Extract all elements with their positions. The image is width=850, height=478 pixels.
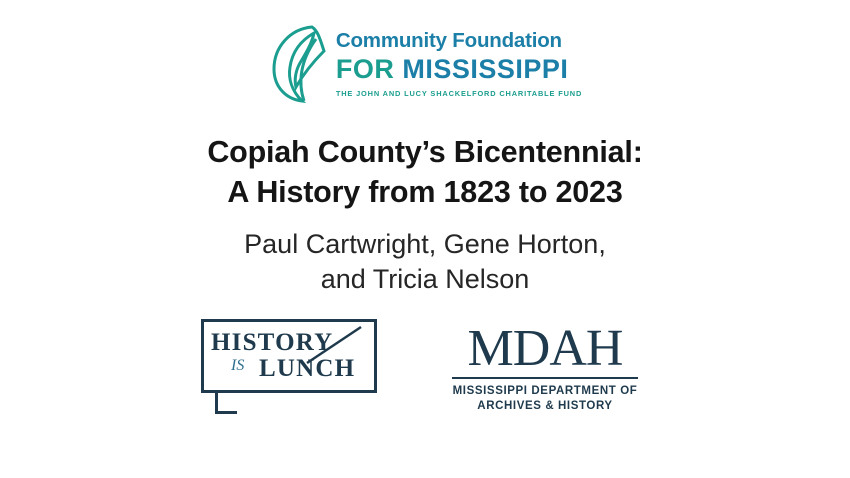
cfm-state-word: MISSISSIPPI: [402, 53, 569, 84]
bottom-logo-row: [201, 319, 649, 419]
cfm-line2: [335, 53, 569, 84]
slide-title-line-1: Copiah County’s Bicentennial:: [207, 135, 643, 169]
speech-bubble-tail-bottom-icon: [215, 411, 237, 414]
history-is-lunch-wordmark: [201, 319, 377, 393]
community-foundation-wordmark: [336, 31, 582, 97]
cfm-for-word: FOR: [335, 53, 395, 84]
mdah-divider: [452, 377, 638, 379]
speech-bubble-tail-icon: [215, 393, 218, 411]
history-is-lunch-logo: [201, 319, 383, 419]
slide-authors-line-1: Paul Cartwright, Gene Horton,: [244, 228, 606, 259]
slide-title-line-2: A History from 1823 to 2023: [227, 175, 623, 210]
diagonal-line-icon: [305, 325, 363, 365]
cfm-tagline: THE JOHN AND LUCY SHACKELFORD CHARITABLE FUND: [335, 88, 583, 98]
community-foundation-leaf-icon: [268, 21, 330, 107]
mdah-subtitle-line-2: ARCHIVES & HISTORY: [477, 399, 613, 412]
slide-authors-line-2: and Tricia Nelson: [320, 263, 530, 294]
mdah-acronym: MDAH: [467, 319, 623, 377]
cfm-line1: Community Foundation: [335, 29, 562, 53]
hil-word-history: HISTORY: [211, 328, 334, 356]
community-foundation-for-mississippi-logo: [268, 18, 582, 110]
mdah-logo: [441, 319, 649, 414]
hil-word-is: IS: [231, 356, 245, 374]
hil-word-lunch: LUNCH: [259, 354, 356, 382]
slide-authors: [244, 227, 606, 297]
slide-title: [207, 132, 642, 213]
mdah-subtitle-line-1: MISSISSIPPI DEPARTMENT OF: [452, 385, 638, 398]
